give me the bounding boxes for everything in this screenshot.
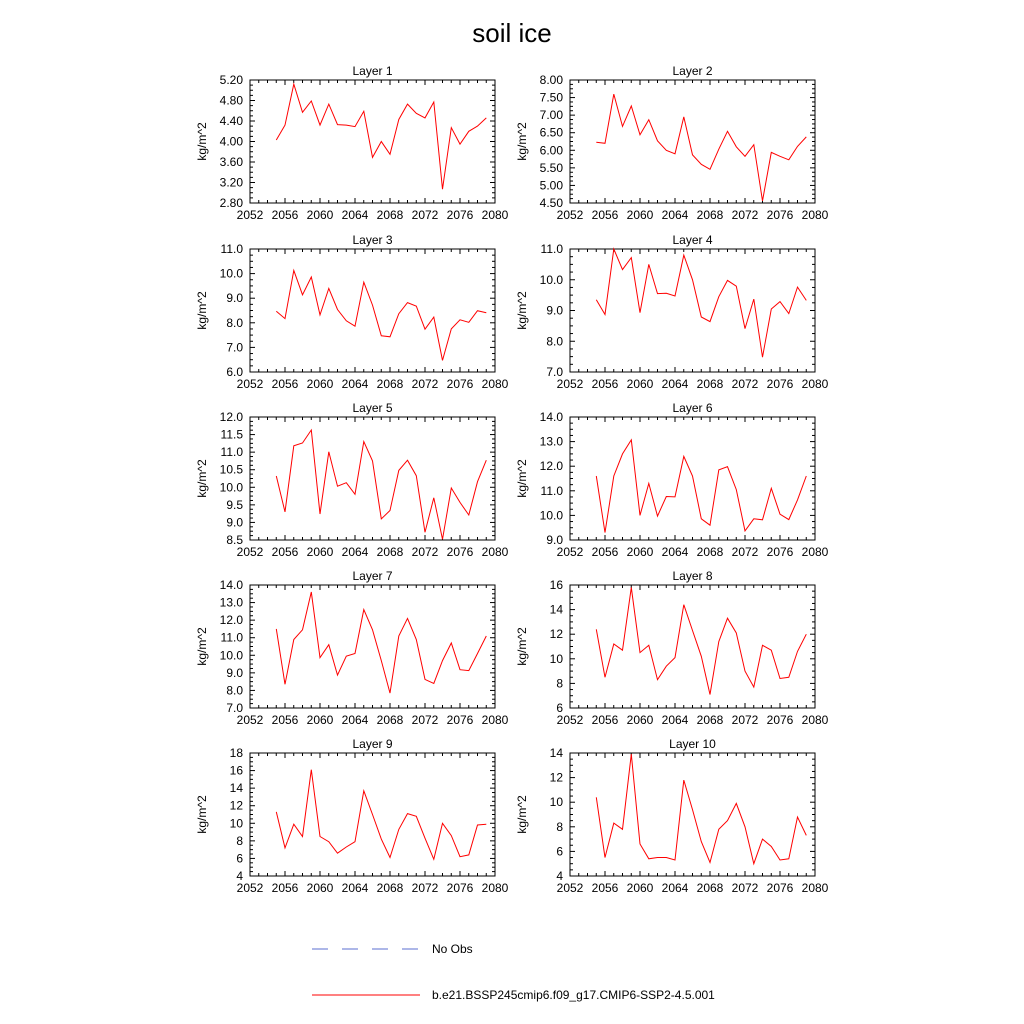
x-tick-label: 2080 bbox=[801, 377, 829, 391]
y-tick-label: 10.0 bbox=[539, 508, 563, 523]
panels bbox=[195, 64, 829, 895]
y-tick-label: 12 bbox=[229, 798, 243, 813]
series-line bbox=[596, 754, 806, 864]
y-tick-label: 10.0 bbox=[219, 648, 243, 663]
y-tick-label: 8.0 bbox=[226, 683, 243, 698]
x-tick-label: 2068 bbox=[376, 545, 404, 559]
x-tick-label: 2076 bbox=[446, 377, 474, 391]
y-tick-label: 4 bbox=[236, 869, 243, 883]
x-tick-label: 2060 bbox=[626, 881, 654, 895]
y-tick-label: 7.00 bbox=[539, 108, 563, 123]
x-tick-label: 2052 bbox=[556, 881, 584, 895]
y-tick-label: 5.20 bbox=[219, 73, 243, 87]
x-tick-label: 2080 bbox=[481, 713, 509, 727]
x-tick-label: 2076 bbox=[446, 713, 474, 727]
y-tick-label: 9.0 bbox=[546, 533, 563, 547]
x-tick-label: 2064 bbox=[661, 713, 689, 727]
series-line bbox=[276, 270, 486, 360]
panel-layer-2 bbox=[515, 64, 829, 222]
y-tick-label: 12 bbox=[549, 627, 563, 642]
series-line bbox=[276, 592, 486, 693]
x-tick-label: 2064 bbox=[661, 881, 689, 895]
y-axis-label: kg/m^2 bbox=[195, 627, 209, 666]
x-tick-label: 2076 bbox=[766, 713, 794, 727]
x-tick-label: 2080 bbox=[481, 545, 509, 559]
x-tick-label: 2080 bbox=[481, 881, 509, 895]
y-tick-label: 10 bbox=[549, 651, 563, 666]
y-tick-label: 4.80 bbox=[219, 93, 243, 108]
x-tick-label: 2060 bbox=[626, 377, 654, 391]
x-tick-label: 2056 bbox=[271, 881, 299, 895]
series-line bbox=[596, 94, 806, 201]
x-tick-label: 2072 bbox=[411, 377, 439, 391]
y-tick-label: 14.0 bbox=[219, 578, 243, 592]
y-tick-label: 7.0 bbox=[226, 701, 243, 715]
x-tick-label: 2072 bbox=[411, 881, 439, 895]
x-tick-label: 2056 bbox=[591, 545, 619, 559]
y-tick-label: 11.0 bbox=[540, 483, 563, 498]
y-tick-label: 3.20 bbox=[219, 175, 243, 190]
y-tick-label: 8 bbox=[236, 833, 243, 848]
x-tick-label: 2052 bbox=[556, 377, 584, 391]
panel-title: Layer 1 bbox=[352, 64, 393, 78]
x-tick-label: 2060 bbox=[306, 208, 334, 222]
panel-layer-5 bbox=[195, 401, 509, 559]
y-tick-label: 7.50 bbox=[539, 90, 563, 105]
y-tick-label: 11.0 bbox=[220, 445, 243, 460]
y-axis-label: kg/m^2 bbox=[195, 291, 209, 330]
y-axis-label: kg/m^2 bbox=[515, 627, 529, 666]
x-tick-label: 2080 bbox=[801, 208, 829, 222]
series-line bbox=[596, 588, 806, 695]
plot-frame bbox=[250, 417, 495, 540]
x-tick-label: 2052 bbox=[236, 377, 264, 391]
panel-title: Layer 2 bbox=[672, 64, 713, 78]
y-tick-label: 13.0 bbox=[539, 434, 563, 449]
y-tick-label: 6 bbox=[236, 851, 243, 866]
y-tick-label: 16 bbox=[229, 763, 243, 778]
y-tick-label: 10.0 bbox=[219, 266, 243, 281]
plot-frame bbox=[570, 80, 815, 203]
panel-layer-6 bbox=[515, 401, 829, 559]
x-tick-label: 2064 bbox=[661, 377, 689, 391]
x-tick-label: 2064 bbox=[661, 545, 689, 559]
y-tick-label: 2.80 bbox=[219, 196, 243, 210]
y-tick-label: 9.0 bbox=[226, 515, 243, 530]
x-tick-label: 2056 bbox=[271, 208, 299, 222]
series-line bbox=[276, 430, 486, 539]
y-tick-label: 18 bbox=[229, 746, 243, 760]
plot-frame bbox=[570, 585, 815, 708]
y-tick-label: 11.5 bbox=[220, 427, 243, 442]
x-tick-label: 2060 bbox=[306, 545, 334, 559]
x-tick-label: 2064 bbox=[341, 881, 369, 895]
panel-title: Layer 7 bbox=[352, 569, 393, 583]
legend-label-model-run: b.e21.BSSP245cmip6.f09_g17.CMIP6-SSP2-4.5.001 bbox=[432, 988, 715, 1002]
panel-title: Layer 8 bbox=[672, 569, 713, 583]
y-tick-label: 14 bbox=[229, 781, 243, 796]
x-tick-label: 2052 bbox=[556, 713, 584, 727]
plot-frame bbox=[250, 585, 495, 708]
panel-layer-3 bbox=[195, 233, 509, 391]
y-tick-label: 9.5 bbox=[226, 497, 243, 512]
x-tick-label: 2052 bbox=[236, 545, 264, 559]
panel-title: Layer 9 bbox=[352, 737, 393, 751]
y-tick-label: 6 bbox=[556, 844, 563, 859]
x-tick-label: 2072 bbox=[731, 545, 759, 559]
y-tick-label: 8.5 bbox=[226, 533, 243, 547]
x-tick-label: 2056 bbox=[591, 713, 619, 727]
y-tick-label: 14 bbox=[549, 602, 563, 617]
y-axis-label: kg/m^2 bbox=[515, 795, 529, 834]
x-tick-label: 2068 bbox=[376, 208, 404, 222]
x-tick-label: 2056 bbox=[591, 208, 619, 222]
x-tick-label: 2080 bbox=[801, 713, 829, 727]
y-tick-label: 10.0 bbox=[539, 272, 563, 287]
x-tick-label: 2060 bbox=[306, 377, 334, 391]
panel-layer-9 bbox=[195, 737, 509, 895]
y-tick-label: 12.0 bbox=[219, 410, 243, 424]
legend-label-no-obs: No Obs bbox=[432, 942, 473, 956]
y-tick-label: 13.0 bbox=[219, 595, 243, 610]
y-tick-label: 12.0 bbox=[219, 613, 243, 628]
x-tick-label: 2068 bbox=[376, 377, 404, 391]
x-tick-label: 2052 bbox=[556, 545, 584, 559]
y-tick-label: 9.0 bbox=[226, 665, 243, 680]
series-line bbox=[596, 440, 806, 533]
y-tick-label: 6.00 bbox=[539, 143, 563, 158]
y-tick-label: 11.0 bbox=[540, 242, 563, 256]
x-tick-label: 2072 bbox=[731, 881, 759, 895]
series-line bbox=[596, 249, 806, 357]
panel-layer-10 bbox=[515, 737, 829, 895]
panel-title: Layer 4 bbox=[672, 233, 713, 247]
y-tick-label: 7.0 bbox=[546, 365, 563, 379]
y-tick-label: 11.0 bbox=[220, 630, 243, 645]
x-tick-label: 2076 bbox=[766, 881, 794, 895]
x-tick-label: 2072 bbox=[731, 377, 759, 391]
y-tick-label: 7.0 bbox=[226, 340, 243, 355]
x-tick-label: 2072 bbox=[411, 208, 439, 222]
y-tick-label: 6.0 bbox=[226, 365, 243, 379]
y-tick-label: 12.0 bbox=[539, 459, 563, 474]
x-tick-label: 2076 bbox=[446, 881, 474, 895]
x-tick-label: 2052 bbox=[236, 713, 264, 727]
y-tick-label: 5.50 bbox=[539, 160, 563, 175]
x-tick-label: 2064 bbox=[341, 377, 369, 391]
y-tick-label: 9.0 bbox=[546, 303, 563, 318]
y-tick-label: 8.00 bbox=[539, 73, 563, 87]
x-tick-label: 2072 bbox=[411, 545, 439, 559]
x-tick-label: 2068 bbox=[696, 377, 724, 391]
panel-layer-7 bbox=[195, 569, 509, 727]
y-tick-label: 14 bbox=[549, 746, 563, 760]
x-tick-label: 2056 bbox=[271, 545, 299, 559]
x-tick-label: 2072 bbox=[731, 208, 759, 222]
y-tick-label: 5.00 bbox=[539, 178, 563, 193]
series-line bbox=[276, 770, 486, 860]
y-tick-label: 10.5 bbox=[219, 462, 243, 477]
x-tick-label: 2068 bbox=[696, 881, 724, 895]
x-tick-label: 2052 bbox=[236, 208, 264, 222]
x-tick-label: 2060 bbox=[626, 545, 654, 559]
y-tick-label: 16 bbox=[549, 578, 563, 592]
y-tick-label: 12 bbox=[549, 770, 563, 785]
y-axis-label: kg/m^2 bbox=[195, 795, 209, 834]
y-axis-label: kg/m^2 bbox=[515, 122, 529, 161]
y-axis-label: kg/m^2 bbox=[515, 291, 529, 330]
x-tick-label: 2052 bbox=[556, 208, 584, 222]
x-tick-label: 2080 bbox=[481, 377, 509, 391]
x-tick-label: 2068 bbox=[696, 545, 724, 559]
x-tick-label: 2076 bbox=[766, 208, 794, 222]
figure-title: soil ice bbox=[472, 18, 552, 48]
x-tick-label: 2052 bbox=[236, 881, 264, 895]
x-tick-label: 2060 bbox=[306, 713, 334, 727]
x-tick-label: 2076 bbox=[766, 377, 794, 391]
y-tick-label: 3.60 bbox=[219, 155, 243, 169]
panel-layer-8 bbox=[515, 569, 829, 727]
panel-layer-1 bbox=[195, 64, 509, 222]
series-line bbox=[276, 84, 486, 189]
x-tick-label: 2060 bbox=[306, 881, 334, 895]
x-tick-label: 2056 bbox=[271, 377, 299, 391]
x-tick-label: 2080 bbox=[801, 545, 829, 559]
y-tick-label: 14.0 bbox=[539, 410, 563, 424]
x-tick-label: 2068 bbox=[696, 208, 724, 222]
panel-title: Layer 6 bbox=[672, 401, 713, 415]
x-tick-label: 2072 bbox=[731, 713, 759, 727]
x-tick-label: 2068 bbox=[376, 881, 404, 895]
x-tick-label: 2056 bbox=[271, 713, 299, 727]
y-tick-label: 10 bbox=[229, 816, 243, 831]
x-tick-label: 2068 bbox=[696, 713, 724, 727]
y-tick-label: 4.40 bbox=[219, 114, 243, 128]
x-tick-label: 2064 bbox=[341, 713, 369, 727]
panel-title: Layer 5 bbox=[352, 401, 393, 415]
y-tick-label: 10 bbox=[549, 795, 563, 810]
x-tick-label: 2056 bbox=[591, 881, 619, 895]
y-tick-label: 4.50 bbox=[539, 196, 563, 210]
y-tick-label: 4 bbox=[556, 869, 563, 883]
panel-title: Layer 10 bbox=[669, 737, 716, 751]
panel-layer-4 bbox=[515, 233, 829, 391]
panel-title: Layer 3 bbox=[352, 233, 393, 247]
y-axis-label: kg/m^2 bbox=[195, 122, 209, 161]
x-tick-label: 2072 bbox=[411, 713, 439, 727]
y-tick-label: 6 bbox=[556, 701, 563, 715]
x-tick-label: 2076 bbox=[766, 545, 794, 559]
y-tick-label: 10.0 bbox=[219, 480, 243, 495]
x-tick-label: 2056 bbox=[591, 377, 619, 391]
x-tick-label: 2060 bbox=[626, 713, 654, 727]
y-axis-label: kg/m^2 bbox=[195, 459, 209, 498]
y-tick-label: 11.0 bbox=[220, 242, 243, 256]
y-tick-label: 6.50 bbox=[539, 125, 563, 140]
plot-frame bbox=[570, 249, 815, 372]
y-tick-label: 8 bbox=[556, 676, 563, 691]
y-tick-label: 9.0 bbox=[226, 291, 243, 306]
x-tick-label: 2080 bbox=[801, 881, 829, 895]
y-axis-label: kg/m^2 bbox=[515, 459, 529, 498]
y-tick-label: 8.0 bbox=[546, 334, 563, 349]
x-tick-label: 2068 bbox=[376, 713, 404, 727]
x-tick-label: 2076 bbox=[446, 208, 474, 222]
y-tick-label: 8.0 bbox=[226, 315, 243, 330]
x-tick-label: 2064 bbox=[341, 208, 369, 222]
x-tick-label: 2060 bbox=[626, 208, 654, 222]
x-tick-label: 2076 bbox=[446, 545, 474, 559]
x-tick-label: 2064 bbox=[661, 208, 689, 222]
x-tick-label: 2080 bbox=[481, 208, 509, 222]
y-tick-label: 8 bbox=[556, 819, 563, 834]
y-tick-label: 4.00 bbox=[219, 134, 243, 149]
legend bbox=[312, 942, 715, 1002]
x-tick-label: 2064 bbox=[341, 545, 369, 559]
